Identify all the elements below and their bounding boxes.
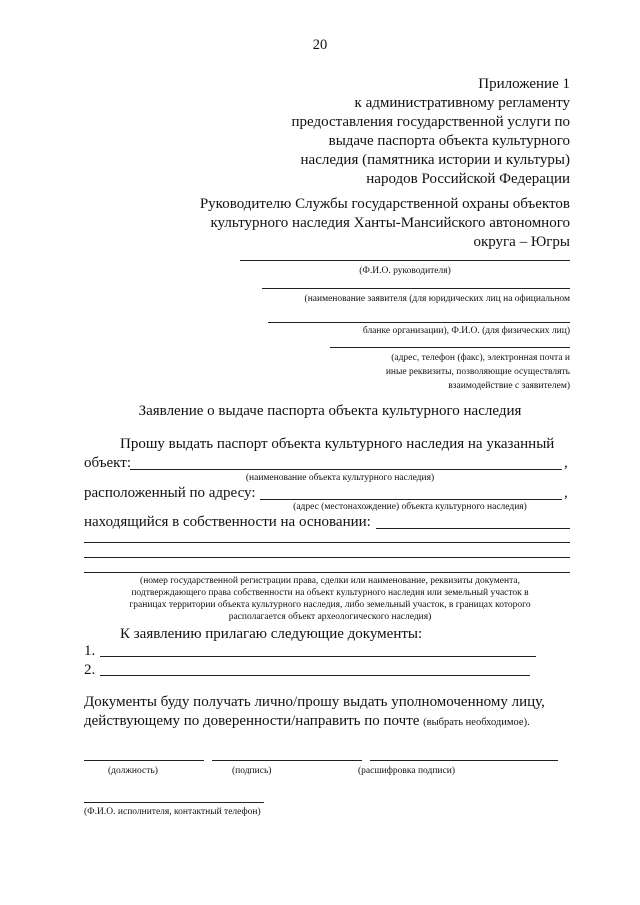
ownership-label: находящийся в собственности на основании: [84, 514, 371, 530]
decoding-field[interactable] [370, 760, 558, 761]
appendix-line: предоставления государственной услуги по [291, 114, 570, 130]
contacts-hint-line: (адрес, телефон (факс), электронная почта и [391, 353, 570, 363]
ownership-field-3[interactable] [84, 557, 570, 558]
applicant-hint-2: бланке организации), Ф.И.О. (для физических лиц) [362, 326, 570, 336]
appendix-line: наследия (памятника истории и культуры) [300, 152, 570, 168]
appendix-line: к административному регламенту [354, 95, 570, 111]
head-fio-hint: (Ф.И.О. руководителя) [359, 266, 451, 276]
addressee-block [150, 195, 570, 252]
address-label: расположенный по адресу: [84, 485, 256, 501]
contacts-line[interactable] [330, 347, 570, 348]
appendix-line: выдаче паспорта объекта культурного [328, 133, 570, 149]
page-number: 20 [312, 37, 328, 53]
executor-field[interactable] [84, 802, 264, 803]
request-line-1: Прошу выдать паспорт объекта культурного наследия на указанный [120, 436, 555, 452]
delivery-text: действующему по доверенности/направить по почте [84, 713, 420, 729]
appendix-line: народов Российской Федерации [366, 171, 570, 187]
addressee-line: культурного наследия Ханты-Мансийского автономного [210, 215, 570, 231]
position-field[interactable] [84, 760, 204, 761]
appendix-block [230, 75, 570, 189]
attachment-item-number: 1. [84, 643, 96, 659]
contacts-hint-line: иные реквизиты, позволяющие осуществлять [385, 367, 570, 377]
delivery-line-2 [84, 712, 530, 731]
registration-hint-line: располагается объект археологического наследия) [228, 612, 432, 622]
comma: , [564, 485, 568, 501]
address-hint: (адрес (местонахождение) объекта культурного наследия) [293, 502, 527, 512]
document-title: Заявление о выдаче паспорта объекта культурного наследия [138, 403, 522, 419]
applicant-line[interactable] [262, 288, 570, 289]
position-hint: (должность) [108, 766, 158, 776]
registration-hint-line: (номер государственной регистрации права, сделки или наименование, реквизиты документа, [140, 576, 520, 586]
applicant-line-2[interactable] [268, 322, 570, 323]
signature-field[interactable] [212, 760, 362, 761]
delivery-line-1: Документы буду получать лично/прошу выдать уполномоченному лицу, [84, 694, 545, 710]
head-fio-line[interactable] [240, 260, 570, 261]
contacts-hint-line: взаимодействие с заявителем) [448, 381, 570, 391]
attachments-label: К заявлению прилагаю следующие документы: [120, 626, 423, 642]
registration-hint-line: подтверждающего права собственности на объект культурного наследия или земельный участок в [131, 588, 529, 598]
attachment-field-1[interactable] [100, 656, 536, 657]
object-hint: (наименование объекта культурного наследия) [245, 473, 435, 483]
address-field[interactable] [260, 499, 562, 500]
signature-hint: (подпись) [232, 766, 272, 776]
delivery-note: (выбрать необходимое). [423, 717, 530, 728]
addressee-line: округа – Югры [473, 234, 570, 250]
decoding-hint: (расшифровка подписи) [358, 766, 455, 776]
registration-hint [70, 575, 590, 623]
ownership-field-2[interactable] [84, 542, 570, 543]
addressee-line: Руководителю Службы государственной охраны объектов [199, 196, 570, 212]
comma: , [564, 455, 568, 471]
object-label: объект: [84, 455, 131, 471]
appendix-line: Приложение 1 [478, 76, 570, 92]
attachment-item-number: 2. [84, 662, 96, 678]
applicant-hint-1: (наименование заявителя (для юридических лиц на официальном [304, 294, 570, 304]
executor-hint: (Ф.И.О. исполнителя, контактный телефон) [84, 807, 261, 817]
ownership-field-4[interactable] [84, 572, 570, 573]
attachment-field-2[interactable] [100, 675, 530, 676]
contacts-hint [330, 352, 570, 392]
registration-hint-line: границах территории объекта культурного наследия, либо земельный участок, в границах которого [129, 600, 531, 610]
object-field[interactable] [130, 469, 562, 470]
ownership-field[interactable] [376, 528, 570, 529]
